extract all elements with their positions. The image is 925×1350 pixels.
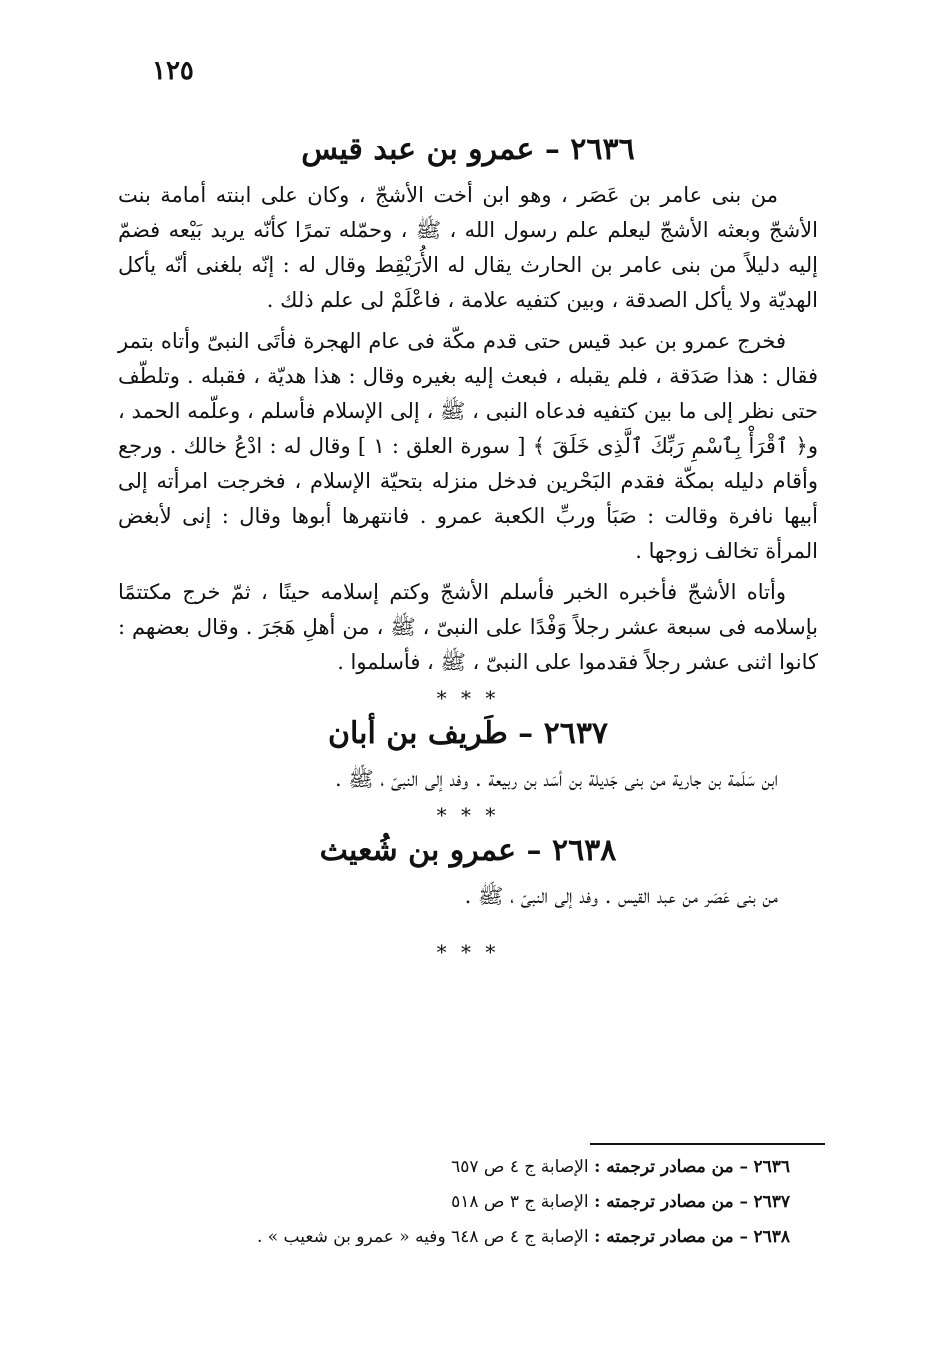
entry-title: ٢٦٣٦ – عمرو بن عبد قيس — [301, 132, 635, 167]
entry-title: ٢٦٣٧ – طَريف بن أبان — [327, 716, 609, 751]
paragraph: ابن سَلَمة بن جارية من بنى جَديلة بن أسَد بن ربيعة . وفد إلى النبىّ ، ﷺ . — [334, 767, 778, 791]
footnote-label: – من مصادر ترجمته : — [594, 1227, 749, 1247]
footnote-divider — [590, 1143, 825, 1145]
main-text — [118, 130, 818, 968]
section-separator: * * * — [436, 686, 500, 710]
section-separator: * * * — [436, 803, 500, 827]
footnote — [150, 1220, 790, 1255]
footnote-number: ٢٦٣٦ — [753, 1157, 790, 1177]
footnote-number: ٢٦٣٧ — [753, 1192, 790, 1212]
entry-2638 — [118, 831, 818, 914]
section-separator: * * * — [436, 940, 500, 964]
entry-2637 — [118, 714, 818, 797]
footnotes — [150, 1150, 790, 1255]
page-number: ١٢٥ — [152, 56, 194, 86]
entry-title: ٢٦٣٨ – عمرو بن شُعيث — [319, 833, 617, 868]
footnote-text: الإصابة ج ٤ ص ٦٥٧ — [451, 1157, 589, 1177]
entry-2636 — [118, 130, 818, 680]
footnote — [150, 1150, 790, 1185]
paragraph: فخرج عمرو بن عبد قيس حتى قدم مكّة فى عام الهجرة فأتَى النبىّ وأتاه بتمر فقال : هذا صَدَقة ، فلم يقبله ، فبعث إليه بغيره وقال : هذا هديّة ، فقبله . وتلطّف حتى نظر إلى ما بين كتفيه فدعاه النبى ، ﷺ ، إلى الإسلام فأسلم ، وعلّمه الحمد ، و﴿ ٱقْرَأْ بِٱسْمِ رَبِّكَ ٱلَّذِى خَلَقَ ﴾ [ سورة العلق : ١ ] وقال له : ادْعُ خالك . ورجع وأقام دليله بمكّة فقدم البَحْرين فدخل منزله بتحيّة الإسلام ، فخرجت امرأته إلى أبيها نافرة وقالت : صَبَأ وربِّ الكعبة عمرو . فانتهرها أبوها وقال : إنى لأبغض المرأة تخالف زوجها . — [118, 329, 818, 563]
footnote — [150, 1185, 790, 1220]
footnote-label: – من مصادر ترجمته : — [594, 1157, 749, 1177]
paragraph: من بنى عَصَر من عبد القيس . وفد إلى النبىّ ، ﷺ . — [464, 884, 778, 908]
footnote-label: – من مصادر ترجمته : — [594, 1192, 749, 1212]
footnote-text: الإصابة ج ٤ ص ٦٤٨ وفيه « عمرو بن شعيب » . — [256, 1227, 589, 1247]
footnote-number: ٢٦٣٨ — [753, 1227, 790, 1247]
paragraph: من بنى عامر بن عَصَر ، وهو ابن أخت الأشجّ ، وكان على ابنته أمامة بنت الأشجّ وبعثه الأشجّ ليعلم علم رسول الله ، ﷺ ، وحمّله تمرًا كأنّه يريد بَيْعه فضمّ إليه دليلاً من بنى عامر بن الحارث يقال له الأُرَيْقِط وقال له : إنّه بلغنى أنّه يأكل الهديّة ولا يأكل الصدقة ، وبين كتفيه علامة ، فاعْلَمْ لى علم ذلك . — [118, 183, 818, 312]
paragraph: وأتاه الأشجّ فأخبره الخبر فأسلم الأشجّ وكتم إسلامه حينًا ، ثمّ خرج مكتتمًا بإسلامه فى سبعة عشر رجلاً وَفْدًا على النبىّ ، ﷺ ، من أهلِ هَجَرَ . وقال بعضهم : كانوا اثنى عشر رجلاً فقدموا على النبىّ ، ﷺ ، فأسلموا . — [118, 580, 818, 674]
footnote-text: الإصابة ج ٣ ص ٥١٨ — [451, 1192, 589, 1212]
